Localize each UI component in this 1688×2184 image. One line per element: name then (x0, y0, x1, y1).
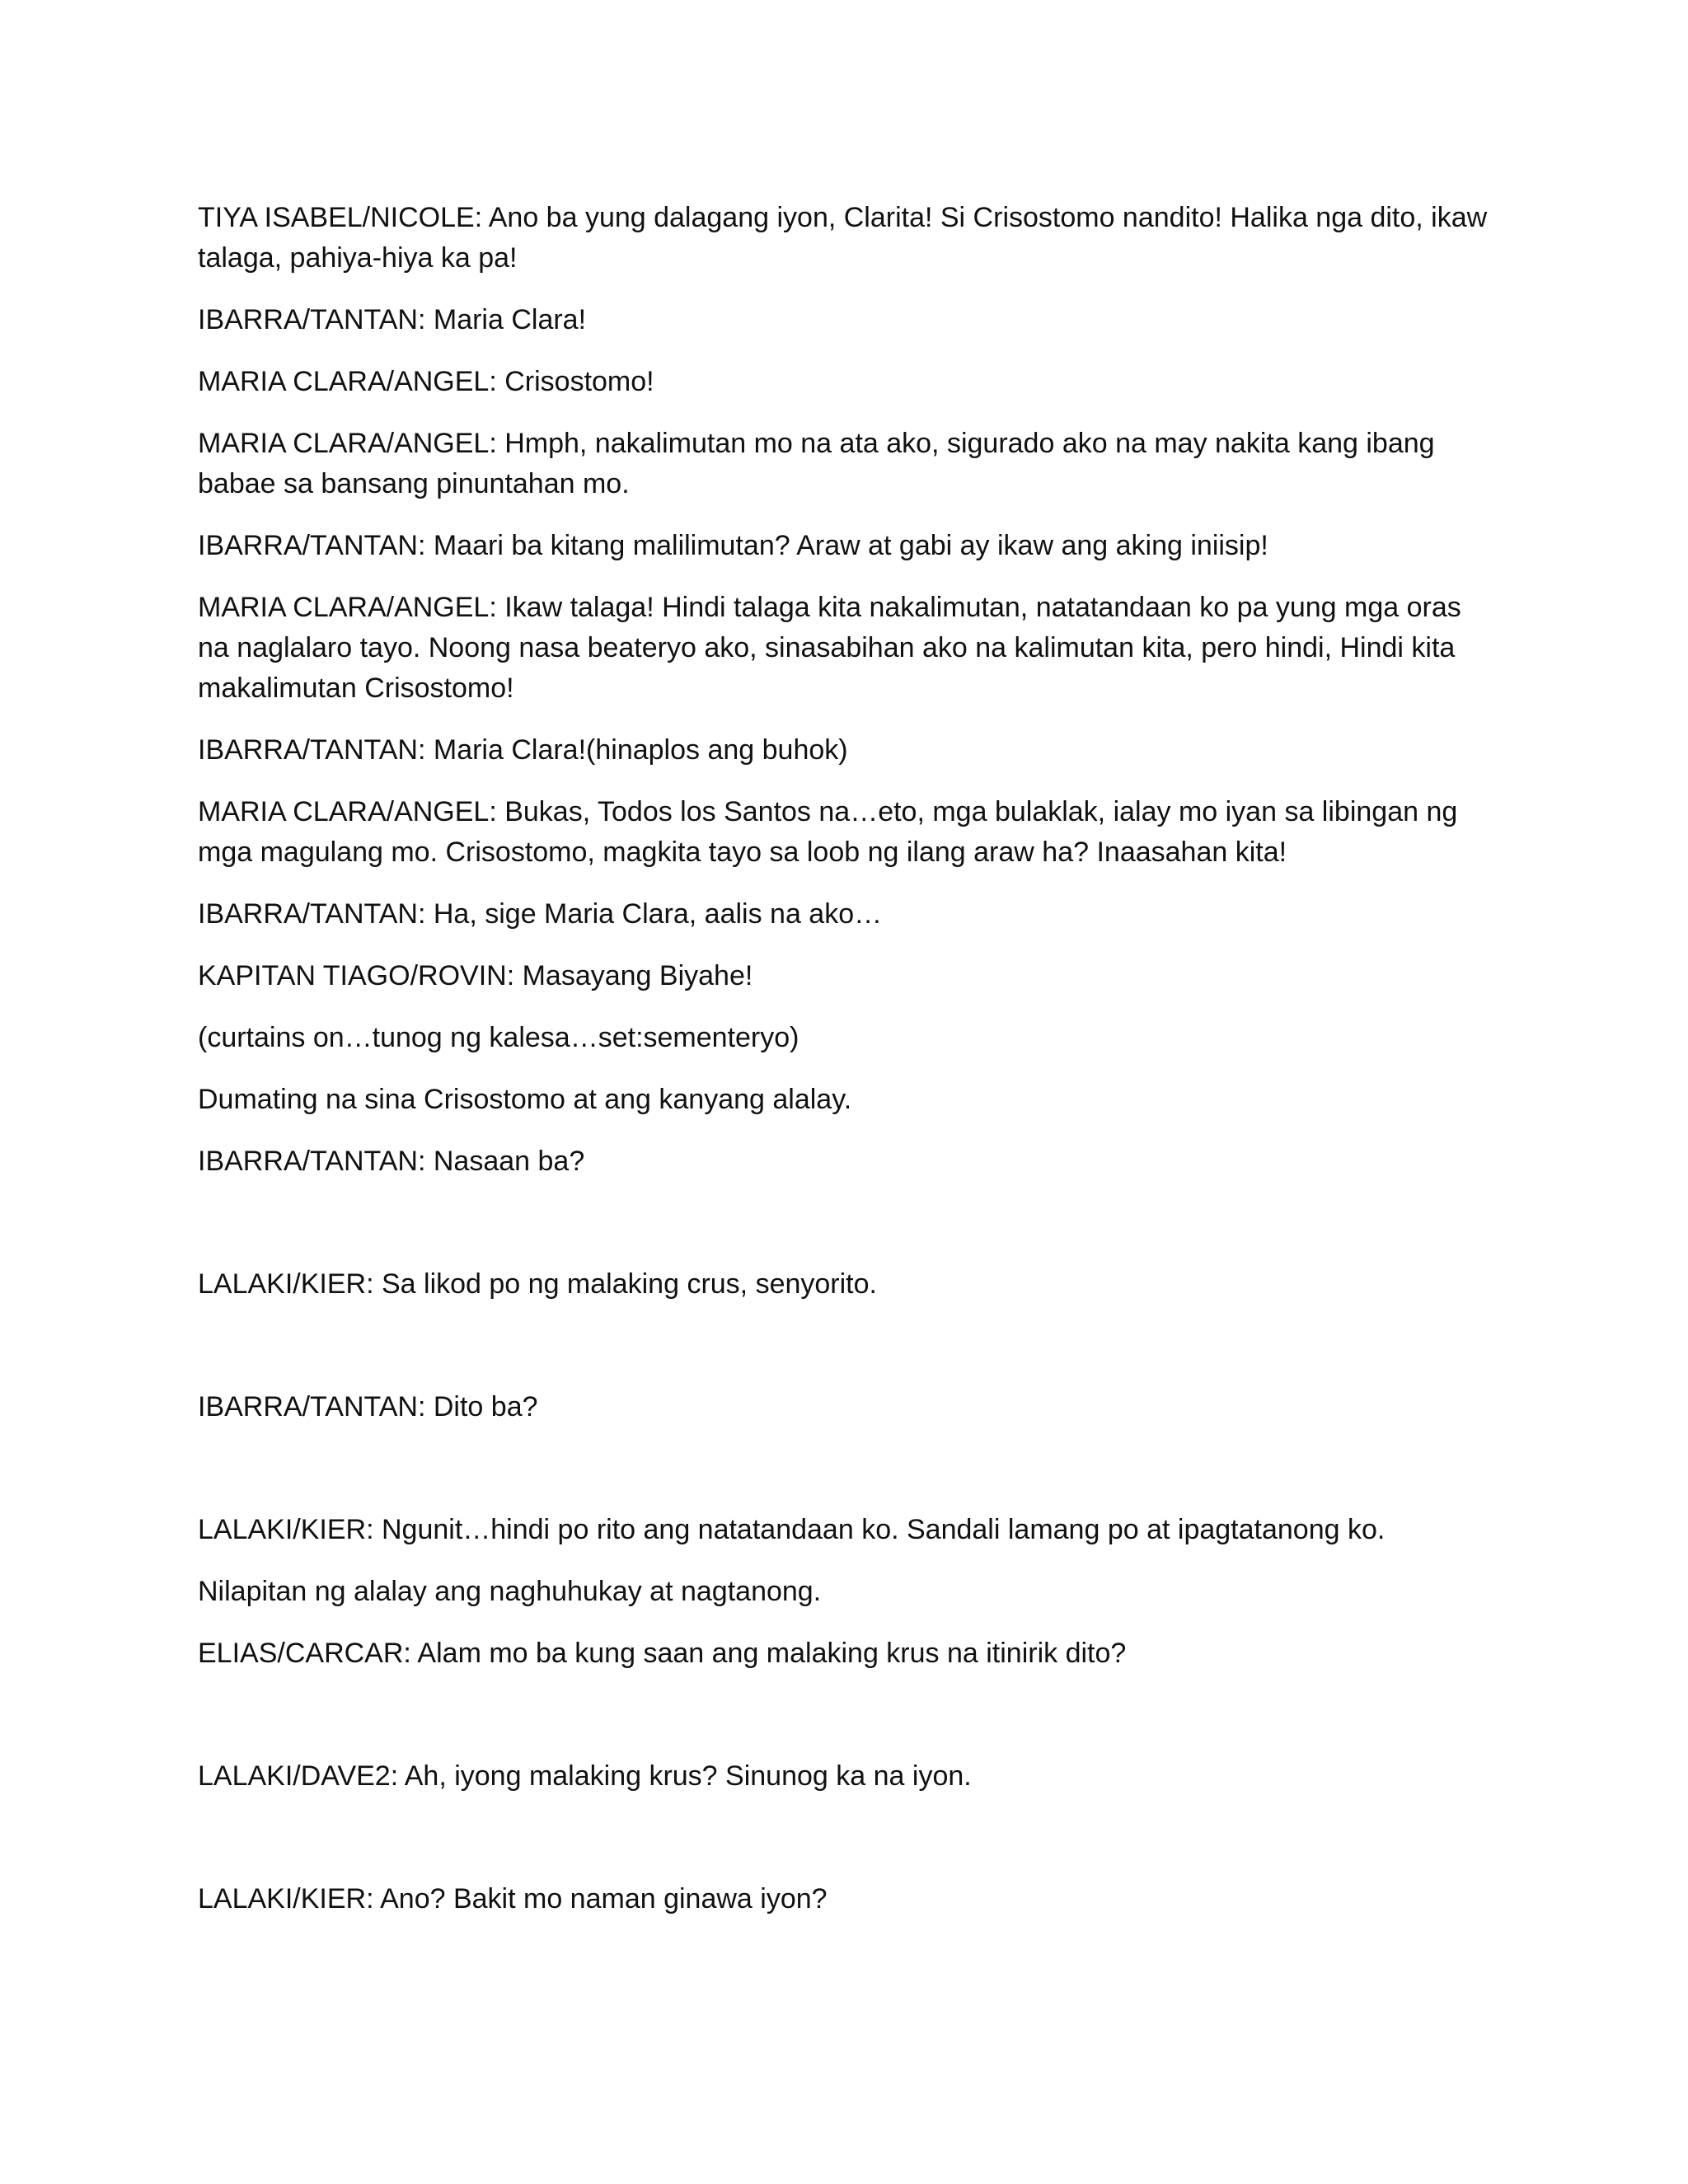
narration-line: Nilapitan ng alalay ang naghuhukay at nagtanong. (198, 1576, 822, 1607)
dialogue-line: IBARRA/TANTAN: Maari ba kitang malilimutan? Araw at gabi ay ikaw ang aking iniisip! (198, 530, 1268, 561)
dialogue-line: MARIA CLARA/ANGEL: Ikaw talaga! Hindi talaga kita nakalimutan, natatandaan ko pa yung mga oras na naglalaro tayo. Noong nasa beateryo ako, sinasabihan ako na kalimutan kita, pero hindi, Hindi kita makalimutan Crisostomo! (198, 592, 1461, 704)
dialogue-line: ELIAS/CARCAR: Alam mo ba kung saan ang malaking krus na itinirik dito? (198, 1638, 1127, 1669)
narration-line: Dumating na sina Crisostomo at ang kanyang alalay. (198, 1084, 852, 1115)
dialogue-line: MARIA CLARA/ANGEL: Bukas, Todos los Santos na…eto, mga bulaklak, ialay mo iyan sa libingan ng mga magulang mo. Crisostomo, magkita tayo sa loob ng ilang araw ha? Inaasahan kita! (198, 796, 1458, 868)
dialogue-line: LALAKI/KIER: Ngunit…hindi po rito ang natatandaan ko. Sandali lamang po at ipagtatanong ko. (198, 1514, 1386, 1545)
stage-direction: (curtains on…tunog ng kalesa…set:sementeryo) (198, 1022, 799, 1053)
dialogue-line: IBARRA/TANTAN: Ha, sige Maria Clara, aalis na ako… (198, 898, 883, 930)
dialogue-line: IBARRA/TANTAN: Maria Clara! (198, 304, 587, 335)
dialogue-line: TIYA ISABEL/NICOLE: Ano ba yung dalagang iyon, Clarita! Si Crisostomo nandito! Halika nga dito, ikaw talaga, pahiya-hiya ka pa! (198, 202, 1488, 274)
dialogue-line: MARIA CLARA/ANGEL: Hmph, nakalimutan mo na ata ako, sigurado ako na may nakita kang ibang babae sa bansang pinuntahan mo. (198, 428, 1435, 499)
dialogue-line: LALAKI/DAVE2: Ah, iyong malaking krus? Sinunog ka na iyon. (198, 1760, 972, 1792)
dialogue-line: MARIA CLARA/ANGEL: Crisostomo! (198, 366, 654, 397)
dialogue-line: KAPITAN TIAGO/ROVIN: Masayang Biyahe! (198, 960, 753, 991)
dialogue-line: LALAKI/KIER: Sa likod po ng malaking crus, senyorito. (198, 1268, 877, 1300)
dialogue-line: IBARRA/TANTAN: Maria Clara!(hinaplos ang buhok) (198, 734, 848, 766)
dialogue-line: IBARRA/TANTAN: Dito ba? (198, 1391, 538, 1422)
dialogue-line: LALAKI/KIER: Ano? Bakit mo naman ginawa iyon? (198, 1883, 828, 1915)
dialogue-line: IBARRA/TANTAN: Nasaan ba? (198, 1146, 585, 1177)
document-body (198, 198, 1492, 1941)
